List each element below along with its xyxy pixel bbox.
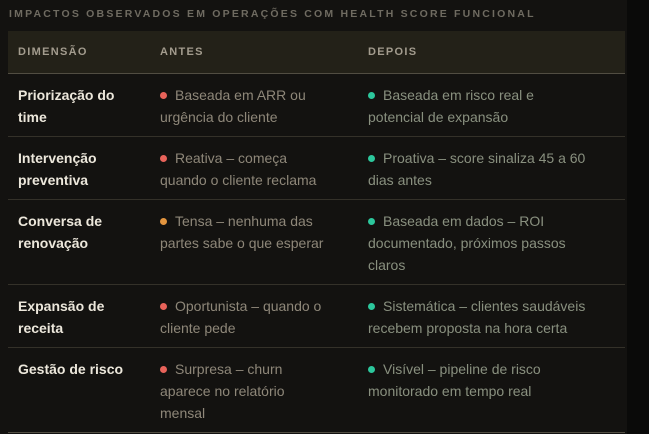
depois-text: Baseada em dados – ROI documentado, próximos passos claros [368, 213, 566, 273]
table-row [8, 136, 625, 199]
table-row [8, 284, 625, 347]
depois-cell [368, 356, 625, 402]
status-dot [160, 303, 167, 310]
depois-text: Visível – pipeline de risco monitorado em tempo real [368, 361, 541, 399]
dimension-label: Expansão de receita [18, 298, 105, 336]
right-margin [627, 0, 649, 434]
antes-text: Oportunista – quando o cliente pede [160, 298, 322, 336]
table-header-row [8, 31, 625, 73]
antes-text: Surpresa – churn aparece no relatório mensal [160, 361, 285, 421]
depois-text: Sistemática – clientes saudáveis recebem proposta na hora certa [368, 298, 586, 336]
antes-cell [160, 293, 368, 339]
antes-text: Tensa – nenhuma das partes sabe o que esperar [160, 213, 324, 251]
status-dot [368, 303, 375, 310]
status-dot [160, 92, 167, 99]
table-row [8, 73, 625, 136]
column-header-antes: ANTES [160, 46, 204, 58]
table-row [8, 347, 625, 432]
depois-cell [368, 145, 625, 191]
antes-cell [160, 208, 368, 254]
dimension-label: Priorização do time [18, 87, 115, 125]
impact-table [8, 31, 625, 433]
status-dot [368, 92, 375, 99]
dimension-label: Gestão de risco [18, 361, 124, 377]
depois-text: Proativa – score sinaliza 45 a 60 dias antes [368, 150, 586, 188]
depois-cell [368, 82, 625, 128]
status-dot [368, 218, 375, 225]
antes-cell [160, 356, 368, 424]
depois-text: Baseada em risco real e potencial de expansão [368, 87, 534, 125]
status-dot [368, 155, 375, 162]
status-dot [160, 218, 167, 225]
dimension-label: Intervenção preventiva [18, 150, 97, 188]
antes-text: Baseada em ARR ou urgência do cliente [160, 87, 306, 125]
status-dot [368, 366, 375, 373]
column-header-depois: DEPOIS [368, 46, 418, 58]
depois-cell [368, 293, 625, 339]
antes-text: Reativa – começa quando o cliente reclama [160, 150, 317, 188]
status-dot [160, 366, 167, 373]
table-row [8, 199, 625, 284]
column-header-dimensao: DIMENSÃO [18, 46, 88, 58]
depois-cell [368, 208, 625, 276]
dimension-label: Conversa de renovação [18, 213, 103, 251]
page-title: IMPACTOS OBSERVADOS EM OPERAÇÕES COM HEALTH SCORE FUNCIONAL [9, 8, 536, 20]
antes-cell [160, 82, 368, 128]
status-dot [160, 155, 167, 162]
antes-cell [160, 145, 368, 191]
